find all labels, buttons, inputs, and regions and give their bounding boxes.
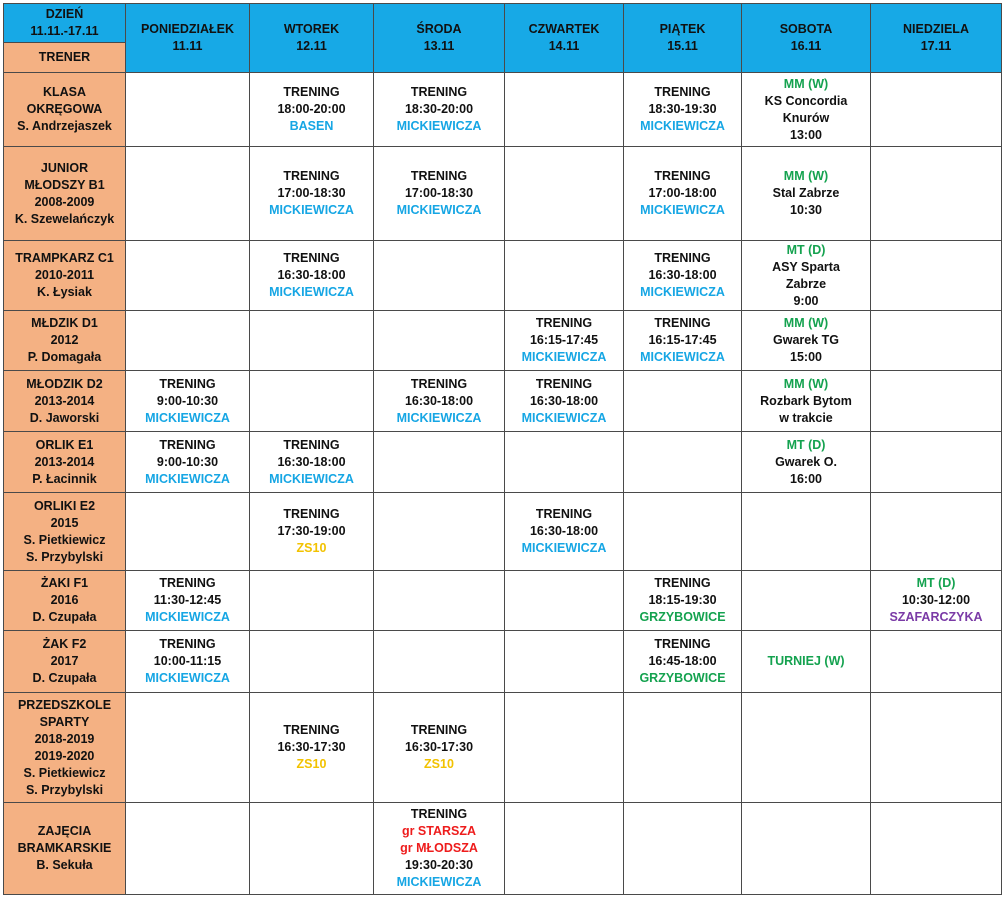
schedule-cell [871,432,1002,493]
team-line: S. Pietkiewicz [23,532,106,547]
team-line: ORLIKI E2 [33,498,96,513]
team-cell [4,241,126,311]
schedule-cell [742,631,871,693]
team-cell [4,631,126,693]
event-line: MM (W) [783,376,829,391]
schedule-cell [126,493,250,571]
table-row [4,571,1002,631]
schedule-cell [126,631,250,693]
schedule-cell [742,73,871,147]
event-line: MICKIEWICZA [145,410,230,425]
schedule-cell [624,311,742,371]
schedule-cell [250,241,374,311]
team-line: ZAJĘCIA [37,824,92,838]
schedule-cell [742,493,871,571]
schedule-cell [250,693,374,803]
schedule-cell [505,493,624,571]
schedule-cell [742,571,871,631]
event-line: 18:30-20:00 [404,102,474,116]
schedule-cell [624,371,742,432]
event-line: MM (W) [783,316,829,330]
schedule-cell [624,803,742,895]
schedule-cell [505,571,624,631]
schedule-cell [250,432,374,493]
event-line: TRENING [283,723,340,737]
table-row [4,311,1002,371]
table-row [4,241,1002,311]
schedule-cell [871,73,1002,147]
schedule-cell [374,493,505,571]
schedule-cell [250,631,374,693]
team-line: JUNIOR [40,160,89,175]
team-line: ORLIK E1 [35,437,94,452]
schedule-cell [624,241,742,311]
schedule-cell [374,631,505,693]
event-line: 16:15-17:45 [529,333,599,347]
team-line: B. Sekuła [36,858,93,872]
event-line: 18:15-19:30 [648,593,717,607]
team-line: 2017 [50,654,79,668]
team-line: MŁODSZY B1 [24,177,105,192]
team-line: D. Jaworski [29,410,100,425]
event-line: TRENING [159,376,216,391]
team-line: 2015 [50,515,79,530]
schedule-cell [374,571,505,631]
event-line: TRENING [654,251,711,265]
team-line: 2016 [50,593,79,607]
event-line: 16:30-17:30 [277,740,346,754]
schedule-cell [624,571,742,631]
schedule-cell [871,147,1002,241]
event-line: 9:00-10:30 [156,454,219,469]
event-line: 10:30 [790,203,822,217]
schedule-cell [126,803,250,895]
day-label: DZIEŃ [45,7,84,21]
event-line: MICKIEWICZA [521,410,607,425]
team-line: SPARTY [39,714,90,729]
schedule-cell [126,371,250,432]
schedule-cell [624,693,742,803]
event-line: 16:30-18:00 [277,454,346,469]
event-line: MICKIEWICZA [145,671,230,685]
team-line: S. Przybylski [25,782,104,797]
event-line: TRENING [283,85,340,99]
header-row [4,4,1002,43]
day-header-wednesday: ŚRODA 13.11 [374,4,505,73]
team-line: P. Domagała [27,350,102,364]
team-line: S. Andrzejaszek [17,119,112,133]
team-line: MŁDZIK D1 [31,316,98,330]
event-line: TRENING [410,807,468,821]
event-line: TRENING [283,507,340,521]
day-header-thursday: CZWARTEK 14.11 [505,4,624,73]
event-line: MICKIEWICZA [145,471,230,486]
event-line: TRENING [410,723,468,737]
event-line: TRENING [535,376,593,391]
event-line: 17:30-19:00 [277,524,346,538]
schedule-cell [505,693,624,803]
event-line: 16:30-18:00 [648,268,717,282]
schedule-cell [126,693,250,803]
event-line: GRZYBOWICE [639,671,726,685]
event-line: MICKIEWICZA [640,119,725,133]
event-line: MICKIEWICZA [640,350,725,364]
schedule-cell [374,803,505,895]
event-line: KS Concordia [764,93,848,108]
team-line: ŻAK F2 [42,637,87,651]
team-cell [4,147,126,241]
table-row [4,371,1002,432]
day-header-sunday: NIEDZIELA 17.11 [871,4,1002,73]
schedule-cell [505,73,624,147]
event-line: 16:45-18:00 [648,654,717,668]
team-line: D. Czupała [32,610,97,624]
event-line: GRZYBOWICE [639,610,726,624]
day-header-saturday: SOBOTA 16.11 [742,4,871,73]
day-header-tuesday: WTOREK 12.11 [250,4,374,73]
team-line: ŻAKI F1 [40,576,89,590]
event-line: 16:30-18:00 [529,524,599,538]
team-line: PRZEDSZKOLE [17,697,112,712]
event-line: MT (D) [786,242,826,257]
event-line: 16:15-17:45 [648,333,717,347]
schedule-cell [871,631,1002,693]
event-line: 11:30-12:45 [153,593,222,607]
schedule-cell [126,147,250,241]
schedule-body [4,73,1002,895]
event-line: Gwarek O. [775,454,837,469]
schedule-cell [505,241,624,311]
schedule-cell [505,311,624,371]
event-line: MICKIEWICZA [396,410,482,425]
event-line: TRENING [283,251,340,265]
event-line: SZAFARCZYKA [889,610,983,624]
event-line: 16:30-18:00 [277,268,346,282]
table-row [4,493,1002,571]
schedule-cell [871,493,1002,571]
event-line: BASEN [289,119,334,133]
team-cell [4,371,126,432]
team-line: 2013-2014 [34,454,95,469]
event-line: 17:00-18:00 [648,186,717,200]
date-range: 11.11.-17.11 [30,24,99,38]
event-line: MICKIEWICZA [269,203,354,217]
event-line: TRENING [654,637,711,651]
team-cell [4,311,126,371]
day-header-friday: PIĄTEK 15.11 [624,4,742,73]
table-row [4,147,1002,241]
schedule-cell [126,311,250,371]
event-line: 17:00-18:30 [404,186,474,200]
event-line: w trakcie [779,410,833,425]
event-line: Rozbark Bytom [760,393,852,408]
event-line: 15:00 [790,350,822,364]
event-line: TRENING [283,169,340,183]
event-line: MICKIEWICZA [521,350,607,364]
team-cell [4,693,126,803]
team-cell [4,432,126,493]
event-line: Zabrze [785,276,827,291]
schedule-cell [742,371,871,432]
schedule-cell [624,432,742,493]
team-line: S. Przybylski [25,549,104,564]
event-line: MT (D) [786,437,826,452]
schedule-cell [742,241,871,311]
team-line: TRAMPKARZ C1 [15,251,114,265]
schedule-cell [250,371,374,432]
event-line: TRENING [535,316,593,330]
team-line: 2018-2019 [34,731,95,746]
team-line: KLASA [42,85,87,99]
day-range-header [4,4,126,43]
event-line: 13:00 [790,127,822,142]
event-line: ZS10 [296,541,327,555]
schedule-cell [742,147,871,241]
event-line: TRENING [159,576,216,590]
trainer-header: TRENER [4,43,126,73]
team-line: P. Łacinnik [32,471,97,486]
team-line: 2010-2011 [34,268,95,282]
table-row [4,73,1002,147]
event-line: gr STARSZA [401,824,477,838]
team-line: MŁODZIK D2 [26,376,103,391]
event-line: MM (W) [783,76,829,91]
team-line: S. Pietkiewicz [23,765,106,780]
event-line: TRENING [535,507,593,521]
event-line: 16:30-17:30 [404,740,474,754]
event-line: 18:30-19:30 [648,102,717,116]
schedule-cell [505,371,624,432]
schedule-cell [374,371,505,432]
day-header-monday: PONIEDZIAŁEK 11.11 [126,4,250,73]
schedule-cell [126,432,250,493]
event-line: MICKIEWICZA [269,285,354,299]
schedule-cell [871,693,1002,803]
event-line: 16:00 [790,471,822,486]
event-line: TRENING [159,637,216,651]
schedule-cell [742,803,871,895]
event-line: 16:30-18:00 [529,393,599,408]
schedule-cell [374,241,505,311]
schedule-cell [624,493,742,571]
schedule-cell [742,311,871,371]
event-line: MICKIEWICZA [521,541,607,555]
table-row [4,631,1002,693]
event-line: MM (W) [783,169,829,183]
schedule-cell [742,432,871,493]
schedule-cell [126,73,250,147]
event-line: MICKIEWICZA [396,203,482,217]
event-line: 10:30-12:00 [901,593,971,607]
event-line: TRENING [283,437,340,452]
schedule-cell [250,311,374,371]
event-line: 17:00-18:30 [277,186,346,200]
schedule-cell [742,693,871,803]
schedule-cell [374,432,505,493]
event-line: Stal Zabrze [772,186,840,200]
event-line: 10:00-11:15 [153,654,222,668]
schedule-cell [505,803,624,895]
training-schedule-table [3,3,1002,895]
event-line: MICKIEWICZA [640,203,725,217]
event-line: TRENING [410,169,468,183]
event-line: MT (D) [916,576,956,590]
schedule-cell [374,73,505,147]
event-line: 9:00-10:30 [156,393,219,408]
schedule-cell [126,571,250,631]
event-line: 9:00 [793,293,819,308]
schedule-cell [505,147,624,241]
schedule-cell [374,147,505,241]
schedule-cell [505,432,624,493]
event-line: Knurów [782,110,830,125]
schedule-cell [624,631,742,693]
event-line: TRENING [654,169,711,183]
event-line: TURNIEJ (W) [767,654,845,668]
event-line: MICKIEWICZA [396,875,482,889]
event-line: Gwarek TG [773,333,839,347]
team-line: K. Szewelańczyk [14,211,115,226]
event-line: TRENING [654,316,711,330]
team-line: K. Łysiak [37,285,92,299]
schedule-cell [871,571,1002,631]
schedule-cell [250,803,374,895]
team-cell [4,73,126,147]
table-row [4,432,1002,493]
event-line: TRENING [410,85,468,99]
table-row [4,803,1002,895]
event-line: TRENING [654,576,711,590]
event-line: ASY Sparta [772,259,840,274]
team-line: BRAMKARSKIE [17,841,112,855]
schedule-cell [505,631,624,693]
team-line: OKRĘGOWA [26,102,103,116]
event-line: TRENING [654,85,711,99]
schedule-cell [126,241,250,311]
schedule-cell [250,147,374,241]
schedule-cell [871,803,1002,895]
team-line: 2012 [50,333,79,347]
schedule-cell [374,311,505,371]
team-line: 2013-2014 [34,393,95,408]
schedule-cell [374,693,505,803]
schedule-cell [250,493,374,571]
event-line: TRENING [410,376,468,391]
event-line: 19:30-20:30 [404,858,474,872]
event-line: MICKIEWICZA [640,285,725,299]
event-line: gr MŁODSZA [400,841,478,855]
event-line: ZS10 [296,757,327,771]
schedule-cell [250,73,374,147]
event-line: ZS10 [424,757,454,771]
table-row [4,693,1002,803]
event-line: MICKIEWICZA [396,119,482,133]
event-line: 18:00-20:00 [277,102,346,116]
event-line: MICKIEWICZA [269,471,354,486]
event-line: MICKIEWICZA [145,610,230,624]
event-line: 16:30-18:00 [404,393,474,408]
team-cell [4,493,126,571]
schedule-cell [871,241,1002,311]
schedule-cell [624,147,742,241]
schedule-cell [624,73,742,147]
event-line: TRENING [159,437,216,452]
team-line: 2019-2020 [34,748,95,763]
team-cell [4,571,126,631]
team-line: D. Czupała [32,671,97,685]
schedule-cell [871,311,1002,371]
team-line: 2008-2009 [34,194,95,209]
schedule-cell [871,371,1002,432]
schedule-cell [250,571,374,631]
team-cell [4,803,126,895]
